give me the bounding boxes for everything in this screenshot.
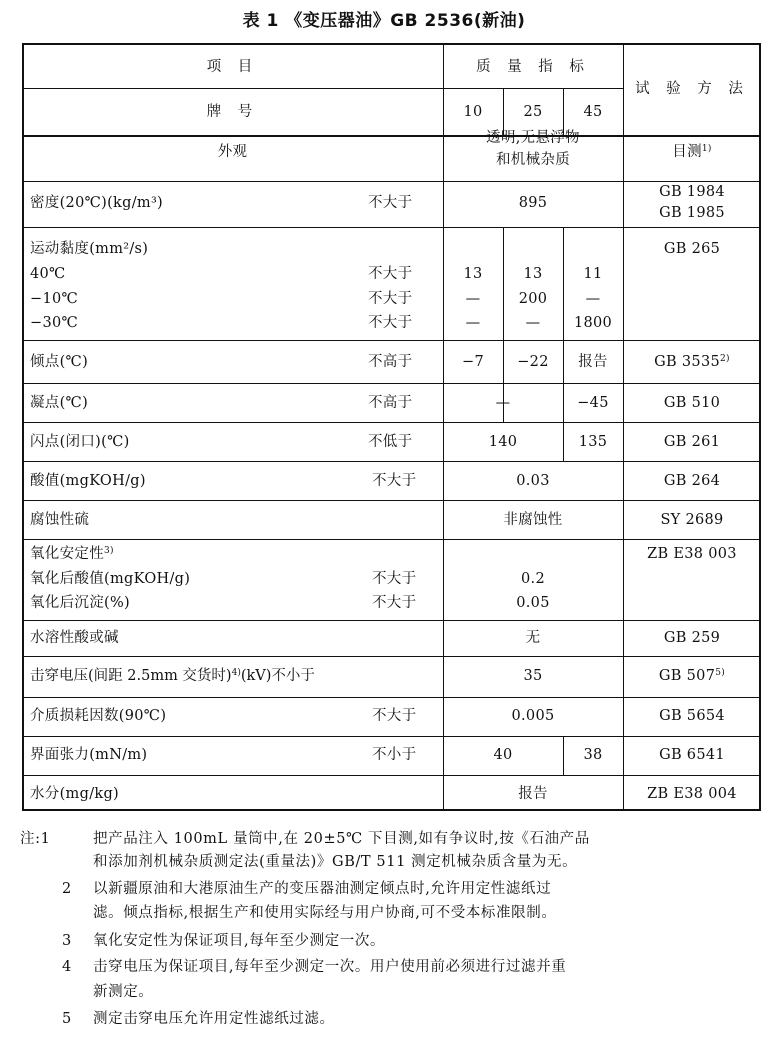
note-label: 3 <box>62 933 72 949</box>
viscosity-v10: — <box>465 315 481 331</box>
appearance-name: 外观 <box>217 144 248 160</box>
density-cond: 不大于 <box>368 195 413 211</box>
viscosity-v25: 13 <box>523 266 543 282</box>
water-soluble-method: GB 259 <box>663 630 721 646</box>
row-divider <box>22 181 761 182</box>
grade-10: 10 <box>463 104 483 120</box>
water-method: ZB E38 004 <box>647 786 737 802</box>
col-divider-grade <box>563 227 564 461</box>
row-divider <box>22 697 761 698</box>
dielectric-name: 介质损耗因数(90℃) <box>30 708 167 724</box>
freezing-point-v45: −45 <box>577 395 609 411</box>
density-value: 895 <box>518 195 548 211</box>
acid-value-value: 0.03 <box>516 473 550 489</box>
row-divider <box>22 620 761 621</box>
dielectric-method: GB 5654 <box>659 708 725 724</box>
oxidation-sediment-name: 氧化后沉淀(%) <box>30 595 130 611</box>
row-divider <box>22 500 761 501</box>
viscosity-cond: 不大于 <box>368 291 413 307</box>
row-divider <box>22 656 761 657</box>
dielectric-cond: 不大于 <box>372 708 417 724</box>
viscosity-v10: — <box>465 291 481 307</box>
oxidation-acid-name: 氧化后酸值(mgKOH/g) <box>30 571 191 587</box>
pour-point-v25: −22 <box>517 354 549 370</box>
water-value: 报告 <box>518 786 548 802</box>
oxidation-acid-cond: 不大于 <box>372 571 417 587</box>
corrosive-sulfur-name: 腐蚀性硫 <box>30 512 90 528</box>
note-text: 把产品注入 100mL 量筒中,在 20±5℃ 下目测,如有争议时,按《石油产品 <box>93 831 590 847</box>
freezing-point-method: GB 510 <box>663 395 721 411</box>
note-text: 滤。倾点指标,根据生产和使用实际经与用户协商,可不受本标准限制。 <box>93 905 557 921</box>
viscosity-temp: −10℃ <box>30 291 79 307</box>
note-text: 和添加剂机械杂质测定法(重量法)》GB/T 511 测定机械杂质含量为无。 <box>93 854 578 870</box>
oxidation-method: ZB E38 003 <box>647 546 737 562</box>
viscosity-v10: 13 <box>463 266 483 282</box>
breakdown-name: 击穿电压(间距 2.5mm 交货时)$^{4)}$(kV)不小于 <box>30 668 315 684</box>
interfacial-name: 界面张力(mN/m) <box>30 747 148 763</box>
viscosity-v45: — <box>585 291 601 307</box>
header-divider <box>22 88 623 89</box>
header-item: 项 目 <box>206 59 259 75</box>
breakdown-method: GB 507$^{5)}$ <box>658 668 726 684</box>
note-text: 以新疆原油和大港原油生产的变压器油测定倾点时,允许用定性滤纸过 <box>93 881 552 897</box>
row-divider <box>22 383 761 384</box>
viscosity-v45: 11 <box>583 266 603 282</box>
row-divider <box>22 227 761 228</box>
density-name: 密度(20℃)(kg/m³) <box>30 195 164 211</box>
viscosity-temp: 40℃ <box>30 266 66 282</box>
pour-point-v45: 报告 <box>578 354 608 370</box>
row-divider <box>22 135 761 137</box>
corrosive-sulfur-method: SY 2689 <box>660 512 724 528</box>
viscosity-cond: 不大于 <box>368 315 413 331</box>
grade-45: 45 <box>583 104 603 120</box>
dielectric-value: 0.005 <box>511 708 555 724</box>
water-soluble-name: 水溶性酸或碱 <box>30 630 119 646</box>
table-title: 表 1 《变压器油》GB 2536(新油) <box>242 11 526 31</box>
note-text: 击穿电压为保证项目,每年至少测定一次。用户使用前必须进行过滤并重 <box>93 959 567 975</box>
note-text: 氧化安定性为保证项目,每年至少测定一次。 <box>93 933 386 949</box>
row-divider <box>22 736 761 737</box>
water-soluble-value: 无 <box>525 630 541 646</box>
note-label: 5 <box>62 1011 72 1027</box>
oxidation-acid-value: 0.2 <box>521 571 545 587</box>
acid-value-cond: 不大于 <box>372 473 417 489</box>
viscosity-name: 运动黏度(mm²/s) <box>30 241 149 257</box>
pour-point-method: GB 3535$^{2)}$ <box>654 354 730 370</box>
pour-point-v10: −7 <box>462 354 484 370</box>
row-divider <box>22 422 761 423</box>
interfacial-cond: 不小于 <box>372 747 417 763</box>
appearance-value: 和机械杂质 <box>496 152 570 168</box>
breakdown-value: 35 <box>523 668 543 684</box>
density-method: GB 1984 <box>659 184 725 200</box>
acid-value-name: 酸值(mgKOH/g) <box>30 473 146 489</box>
pour-point-cond: 不高于 <box>368 354 413 370</box>
interfacial-method: GB 6541 <box>659 747 725 763</box>
corrosive-sulfur-value: 非腐蚀性 <box>503 512 563 528</box>
note-text: 新测定。 <box>93 984 154 1000</box>
flash-point-cond: 不低于 <box>368 434 413 450</box>
header-quality: 质 量 指 标 <box>476 59 590 75</box>
flash-point-name: 闪点(闭口)(℃) <box>30 434 130 450</box>
freezing-point-name: 凝点(℃) <box>30 395 89 411</box>
row-divider <box>22 461 761 462</box>
viscosity-v25: 200 <box>518 291 548 307</box>
flash-point-v1025: 140 <box>488 434 518 450</box>
density-method: GB 1985 <box>659 205 725 221</box>
pour-point-name: 倾点(℃) <box>30 354 89 370</box>
freezing-point-v1025: — <box>495 395 511 411</box>
grade-25: 25 <box>523 104 543 120</box>
row-divider <box>22 340 761 341</box>
water-name: 水分(mg/kg) <box>30 786 119 802</box>
note-label: 注:1 <box>20 831 51 847</box>
row-divider <box>22 775 761 776</box>
header-grade: 牌 号 <box>206 104 259 120</box>
freezing-point-cond: 不高于 <box>368 395 413 411</box>
interfacial-v1025: 40 <box>493 747 513 763</box>
viscosity-cond: 不大于 <box>368 266 413 282</box>
viscosity-v25: — <box>525 315 541 331</box>
appearance-method: 目测$^{1)}$ <box>672 144 712 160</box>
flash-point-v45: 135 <box>578 434 608 450</box>
appearance-value: 透明,无悬浮物 <box>486 130 580 146</box>
viscosity-method: GB 265 <box>663 241 721 257</box>
oxidation-name: 氧化安定性$^{3)}$ <box>30 546 114 562</box>
interfacial-v45: 38 <box>583 747 603 763</box>
note-text: 测定击穿电压允许用定性滤纸过滤。 <box>93 1011 335 1027</box>
viscosity-temp: −30℃ <box>30 315 79 331</box>
note-label: 2 <box>62 881 72 897</box>
viscosity-v45: 1800 <box>573 315 613 331</box>
oxidation-sediment-cond: 不大于 <box>372 595 417 611</box>
oxidation-sediment-value: 0.05 <box>516 595 550 611</box>
acid-value-method: GB 264 <box>663 473 721 489</box>
flash-point-method: GB 261 <box>663 434 721 450</box>
note-label: 4 <box>62 959 72 975</box>
row-divider <box>22 539 761 540</box>
header-method: 试 验 方 法 <box>635 81 749 97</box>
